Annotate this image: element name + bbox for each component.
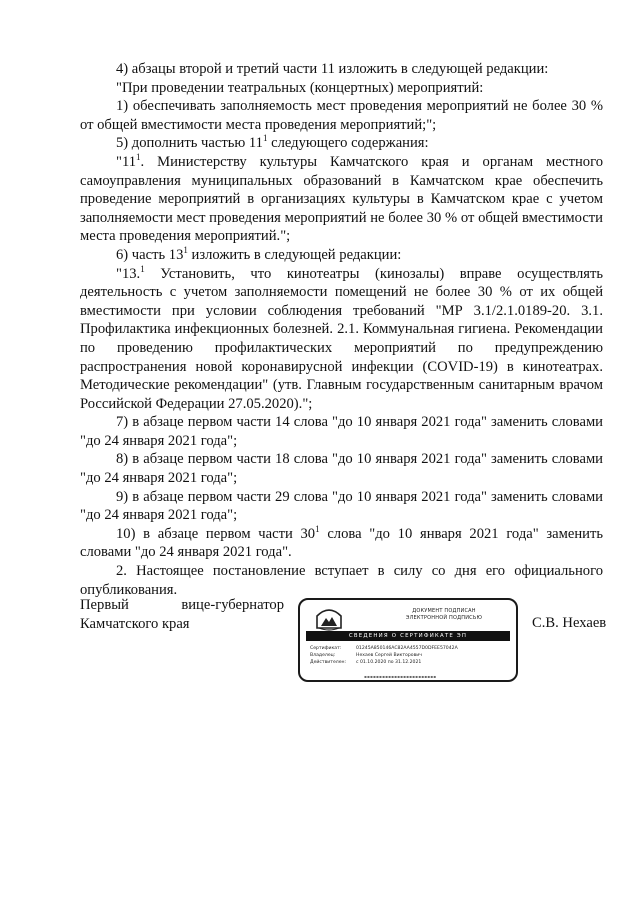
stamp-header-bar: СВЕДЕНИЯ О СЕРТИФИКАТЕ ЭП (306, 631, 510, 641)
paragraph-text: 8) в абзаце первом части 18 слова "до 10 января 2021 года" заменить словами "до 24 января 2021 года"; (80, 451, 603, 487)
document-paragraph (80, 562, 603, 599)
superscript-index: 1 (183, 245, 188, 256)
document-paragraph (80, 525, 603, 562)
coat-of-arms-icon (314, 606, 344, 632)
paragraph-text: "11 (116, 153, 137, 170)
stamp-owner-row (310, 653, 422, 659)
document-paragraph (80, 246, 603, 265)
paragraph-text: "При проведении театральных (концертных) мероприятий: (116, 79, 484, 96)
signatory-position (80, 596, 284, 634)
paragraph-text: 9) в абзаце первом части 29 слова "до 10 января 2021 года" заменить словами "до 24 января 2021 года"; (80, 488, 603, 524)
superscript-index: 1 (315, 523, 320, 534)
stamp-row-value: Нехаев Сергей Викторович (356, 653, 422, 658)
stamp-certificate-row (310, 646, 458, 652)
paragraph-text: Установить, что кинотеатры (кинозалы) вправе осуществлять деятельность с учетом заполняемости помещений не более 30 % от их общей вместимости при условии соблюдения требований "МР 3.1/2.1.0189-20. 3.1. Профилактика инфекционных болезней. 2.1. Коммунальная гигиена. Рекомендации по проведению профилактических мероприятий по предупреждению распространения новой коронавирусной инфекции (COVID-19) в кинотеатрах. Методические рекомендации" (утв. Главным государственным санитарным врачом Российской Федерации 27.05.2020)."; (80, 265, 603, 412)
paragraph-text: 2. Настоящее постановление вступает в силу со дня его официального опубликования. (80, 563, 603, 598)
stamp-row-label: Действителен: (310, 660, 347, 665)
paragraph-text: . Министерству культуры Камчатского края и органам местного самоуправления муниципальных образований в Камчатском крае обеспечить проведение мероприятий в организациях культуры в Камчатском крае с учетом заполняемости мест проведения мероприятий не более 30 % от общей вместимости места проведения мероприятий."; (80, 153, 603, 245)
document-paragraph (80, 488, 603, 525)
stamp-row-value: 01245A850146AC82AA4557D0DFEE57042A (356, 646, 458, 651)
position-word-first: Первый (80, 597, 129, 613)
paragraph-text: следующего содержания: (267, 135, 429, 152)
document-paragraph (80, 79, 603, 98)
paragraph-text: слова "до 10 января 2021 года" заменить словами "до 24 января 2021 года". (80, 525, 604, 561)
stamp-row-label: Владелец: (310, 653, 336, 658)
document-paragraph (80, 265, 603, 414)
paragraph-text: 7) в абзаце первом части 14 слова "до 10 января 2021 года" заменить словами "до 24 января 2021 года"; (80, 414, 603, 449)
paragraph-text: изложить в следующей редакции: (187, 246, 402, 263)
document-paragraph (80, 153, 603, 246)
document-paragraph (80, 97, 603, 134)
paragraph-text: 1) обеспечивать заполняемость мест проведения мероприятий не более 30 % от общей вместимости места проведения мероприятий;"; (80, 98, 603, 133)
paragraph-text: 10) в абзаце первом части 30 (116, 525, 316, 542)
stamp-title-line1: ДОКУМЕНТ ПОДПИСАН (412, 608, 476, 614)
signatory-name: С.В. Нехаев (532, 615, 607, 631)
electronic-signature-stamp (298, 598, 518, 682)
paragraph-text: 4) абзацы второй и третий части 11 изложить в следующей редакции: (116, 61, 549, 77)
stamp-title-line2: ЭЛЕКТРОННОЙ ПОДПИСЬЮ (405, 615, 483, 621)
paragraph-text: "13. (116, 265, 141, 282)
document-paragraph (80, 413, 603, 450)
stamp-row-label: Сертификат: (310, 646, 342, 651)
superscript-index: 1 (262, 133, 268, 144)
document-paragraph (80, 60, 603, 79)
document-paragraph (80, 450, 603, 487)
superscript-index: 1 (136, 152, 141, 163)
superscript-index: 1 (140, 263, 145, 274)
stamp-title (384, 608, 504, 622)
paragraph-text: 6) часть 13 (116, 246, 184, 263)
position-word-vice-governor: вице-губернатор (181, 597, 284, 613)
paragraph-text: 5) дополнить частью 11 (116, 135, 263, 152)
stamp-row-value: с 01.10.2020 по 31.12.2021 (356, 660, 422, 665)
stamp-validity-row (310, 660, 421, 666)
stamp-faded-footer: ▪▪▪▪▪▪▪▪▪▪▪▪▪▪▪▪▪▪▪▪▪▪▪▪ (364, 674, 437, 679)
position-region: Камчатского края (80, 616, 190, 632)
document-paragraph (80, 134, 603, 153)
document-body (80, 60, 603, 599)
